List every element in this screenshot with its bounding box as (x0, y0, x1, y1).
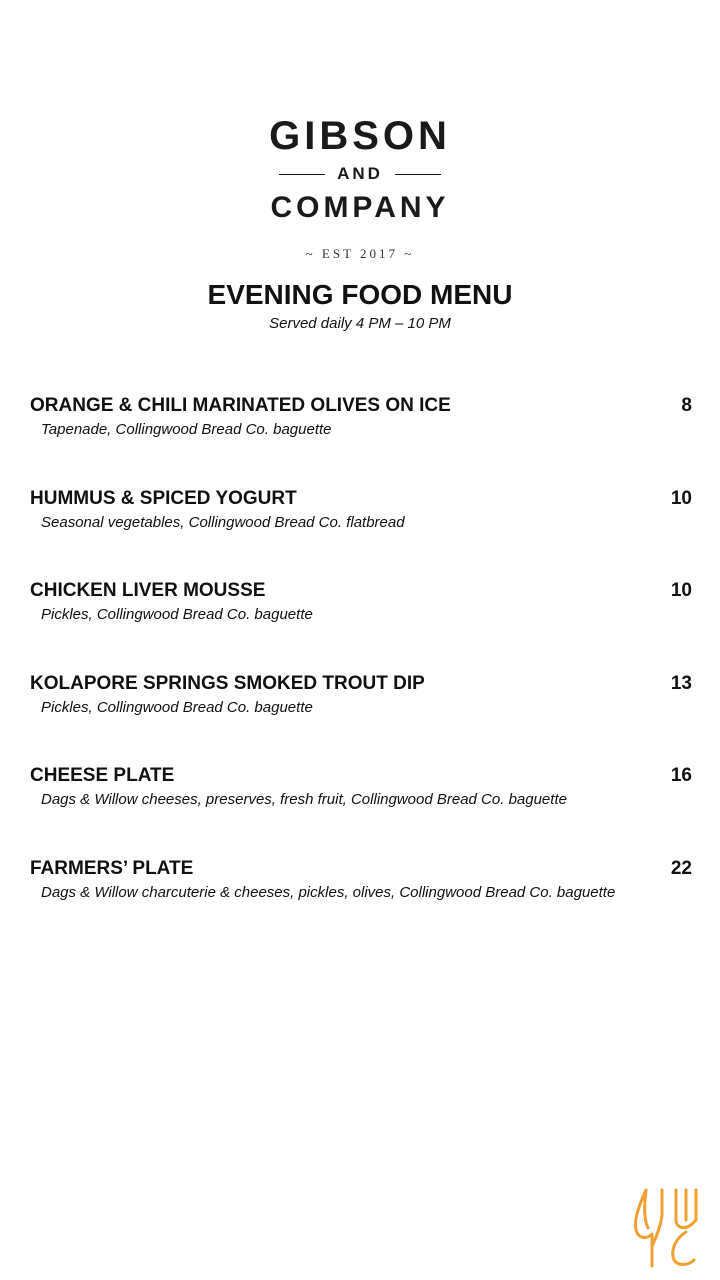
item-price: 10 (670, 580, 692, 602)
logo-rule-right (395, 174, 441, 175)
item-price: 22 (670, 857, 692, 879)
item-price: 16 (670, 765, 692, 787)
menu-item (30, 578, 692, 671)
item-description: Seasonal vegetables, Collingwood Bread Co. flatbread (41, 513, 405, 531)
logo-and-row (0, 160, 720, 188)
item-name: CHEESE PLATE (30, 765, 175, 787)
menu-title: EVENING FOOD MENU (207, 279, 513, 310)
menu-item (30, 856, 692, 949)
item-description: Dags & Willow charcuterie & cheeses, pickles, olives, Collingwood Bread Co. baguette (41, 883, 616, 901)
item-name: CHICKEN LIVER MOUSSE (30, 580, 266, 602)
logo-and: AND (337, 164, 383, 183)
item-name: FARMERS’ PLATE (30, 857, 194, 879)
item-description: Pickles, Collingwood Bread Co. baguette (41, 698, 313, 716)
fork-spoon-strokes (635, 1190, 696, 1266)
menu-item (30, 671, 692, 764)
item-price: 10 (670, 487, 692, 509)
item-price: 8 (681, 395, 692, 416)
item-name: KOLAPORE SPRINGS SMOKED TROUT DIP (30, 672, 425, 694)
menu-subtitle: Served daily 4 PM – 10 PM (269, 315, 451, 332)
item-description: Dags & Willow cheeses, preserves, fresh fruit, Collingwood Bread Co. baguette (41, 791, 567, 809)
item-description: Tapenade, Collingwood Bread Co. baguette (41, 421, 332, 438)
item-description: Pickles, Collingwood Bread Co. baguette (41, 606, 313, 624)
menu-item (30, 763, 692, 856)
logo-est: ~ EST 2017 ~ (305, 246, 415, 261)
logo-rule-left (279, 174, 325, 175)
menu-items (30, 393, 692, 949)
menu-item (30, 486, 692, 579)
logo-company: COMPANY (270, 191, 450, 224)
item-name: ORANGE & CHILI MARINATED OLIVES ON ICE (30, 395, 451, 416)
item-price: 13 (670, 672, 692, 694)
menu-item (30, 393, 692, 486)
item-name: HUMMUS & SPICED YOGURT (30, 487, 297, 509)
logo (0, 112, 720, 262)
logo-gibson: GIBSON (269, 114, 451, 158)
fork-spoon-logo-icon (630, 1186, 702, 1268)
